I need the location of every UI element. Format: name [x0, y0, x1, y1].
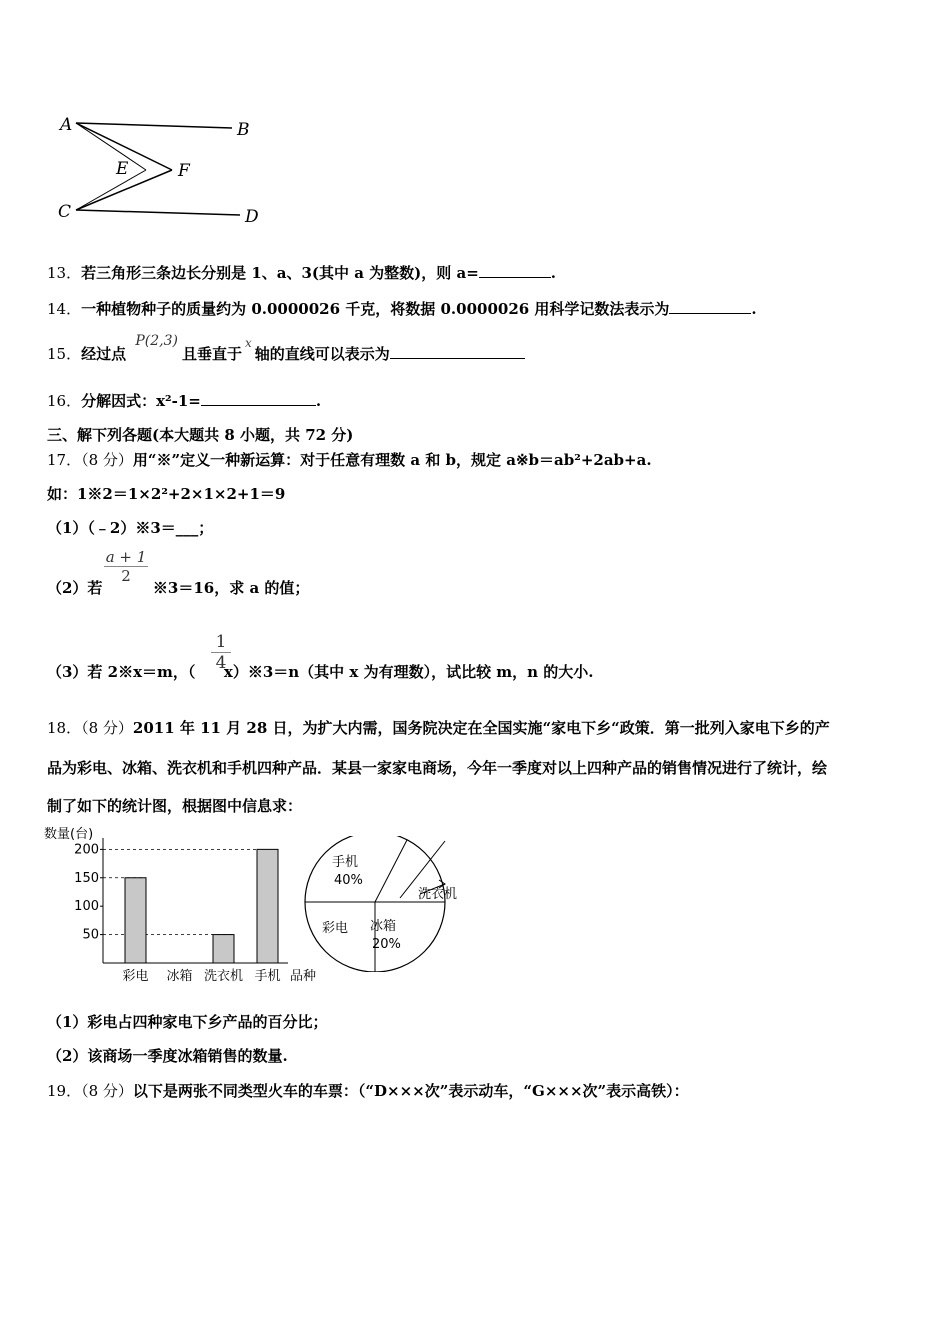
question-number: 13． — [47, 264, 82, 282]
x-category-label: 冰箱 — [166, 969, 193, 984]
question-number: 19． — [47, 1082, 82, 1100]
bar-3 — [257, 849, 278, 963]
question-score: （8 分） — [81, 1082, 133, 1100]
line-ec — [76, 170, 146, 210]
question-19 — [47, 1080, 689, 1101]
q18-part-2: （2）该商场一季度冰箱销售的数量. — [47, 1047, 288, 1065]
question-number: 18． — [47, 719, 82, 737]
q17-example: 如：1※2＝1×2²+2×1×2+1＝9 — [47, 485, 286, 503]
fraction-denominator: 4 — [215, 653, 227, 673]
question-score: （8 分） — [81, 451, 133, 469]
question-15 — [47, 333, 525, 364]
question-17 — [47, 449, 652, 470]
line-cd — [76, 210, 240, 215]
answer-blank — [390, 344, 525, 359]
axis-x: x — [244, 336, 252, 350]
pie-label-phone: 手机 — [332, 855, 359, 870]
pie-label-fridge: 冰箱 — [370, 919, 397, 934]
answer-blank — [201, 391, 316, 406]
question-text-mid: 且垂直于 — [181, 345, 242, 363]
answer-blank — [479, 263, 551, 278]
question-end: . — [751, 300, 757, 318]
question-end: . — [550, 264, 557, 282]
pie-percent-fridge: 20% — [372, 937, 401, 952]
pie-chart — [300, 836, 490, 972]
q17-part-1: （1）（﹣2）※3＝___； — [47, 519, 214, 537]
q18-line-3: 制了如下的统计图，根据图中信息求： — [47, 797, 303, 815]
question-text: 若三角形三条边长分别是 1、a、3(其中 a 为整数)，则 a= — [81, 264, 479, 282]
question-13 — [47, 262, 556, 283]
y-tick-label: 50 — [82, 927, 99, 943]
question-text: 用“※”定义一种新运算：对于任意有理数 a 和 b，规定 a※b＝ab²+2ab+a. — [132, 451, 652, 469]
x-axis-label: 品种 — [290, 969, 317, 984]
part-3-pre: （3）若 2※x＝m，（ — [47, 663, 196, 681]
q18-part-1: （1）彩电占四种家电下乡产品的百分比； — [47, 1013, 328, 1031]
bar-2 — [213, 935, 234, 963]
fraction-numerator: 1 — [215, 632, 227, 652]
line-ab — [76, 123, 232, 128]
x-category-label: 洗衣机 — [203, 969, 244, 984]
pie-percent-phone: 40% — [334, 873, 363, 888]
bar-0 — [125, 878, 146, 963]
question-number: 16． — [47, 392, 82, 410]
question-number: 14． — [47, 300, 82, 318]
label-b: B — [237, 120, 250, 140]
answer-blank — [669, 299, 751, 314]
label-f: F — [178, 161, 190, 181]
y-tick-label: 200 — [74, 842, 99, 858]
fraction-denominator: 2 — [121, 567, 131, 585]
question-text-post: 轴的直线可以表示为 — [254, 345, 390, 363]
fraction-numerator: a + 1 — [105, 548, 147, 566]
label-d: D — [245, 207, 259, 227]
label-a: A — [60, 115, 73, 135]
part-3-post: x）※3＝n（其中 x 为有理数），试比较 m，n 的大小. — [223, 663, 594, 681]
part-2-pre: （2）若 — [47, 579, 103, 597]
fraction-a-plus-1-over-2 — [104, 548, 148, 585]
part-2-post: ※3＝16，求 a 的值； — [152, 579, 310, 597]
pie-label-tv: 彩电 — [322, 921, 349, 936]
question-end: . — [315, 392, 322, 410]
bar-chart — [40, 818, 330, 990]
question-14 — [47, 298, 757, 319]
question-number: 15． — [47, 345, 82, 363]
question-text: 以下是两张不同类型火车的车票：（“D×××次”表示动车，“G×××次”表示高铁）： — [132, 1082, 689, 1100]
fraction-1-over-4 — [211, 632, 231, 673]
question-text: 一种植物种子的质量约为 0.0000026 千克，将数据 0.0000026 用科学记数法表示为 — [81, 300, 670, 318]
x-category-label: 手机 — [254, 969, 281, 984]
label-e: E — [116, 159, 129, 179]
question-text-line-1: 2011 年 11 月 28 日，为扩大内需，国务院决定在全国实施“家电下乡“政策．第一批列入家电下乡的产 — [132, 719, 830, 737]
x-category-label: 彩电 — [122, 969, 149, 984]
y-tick-label: 150 — [74, 870, 99, 886]
label-c: C — [58, 202, 72, 222]
question-text: 分解因式：x²-1= — [81, 392, 201, 410]
y-axis-label: 数量(台) — [44, 827, 94, 842]
q17-part-3 — [47, 661, 594, 682]
q17-part-2 — [47, 577, 309, 598]
question-number: 17． — [47, 451, 82, 469]
y-tick-label: 100 — [74, 899, 99, 915]
question-score: （8 分） — [81, 719, 133, 737]
question-16 — [47, 390, 321, 411]
question-text-pre: 经过点 — [81, 345, 127, 363]
q18-line-2: 品为彩电、冰箱、洗衣机和手机四种产品．某县一家家电商场，今年一季度对以上四种产品的销售情况进行了统计，绘 — [47, 759, 828, 777]
section-title: 三、解下列各题(本大题共 8 小题，共 72 分) — [47, 426, 354, 444]
line-ae — [76, 123, 146, 170]
question-18 — [47, 717, 830, 738]
pie-label-washer: 洗衣机 — [418, 887, 458, 902]
point-p: P(2,3) — [135, 333, 178, 349]
